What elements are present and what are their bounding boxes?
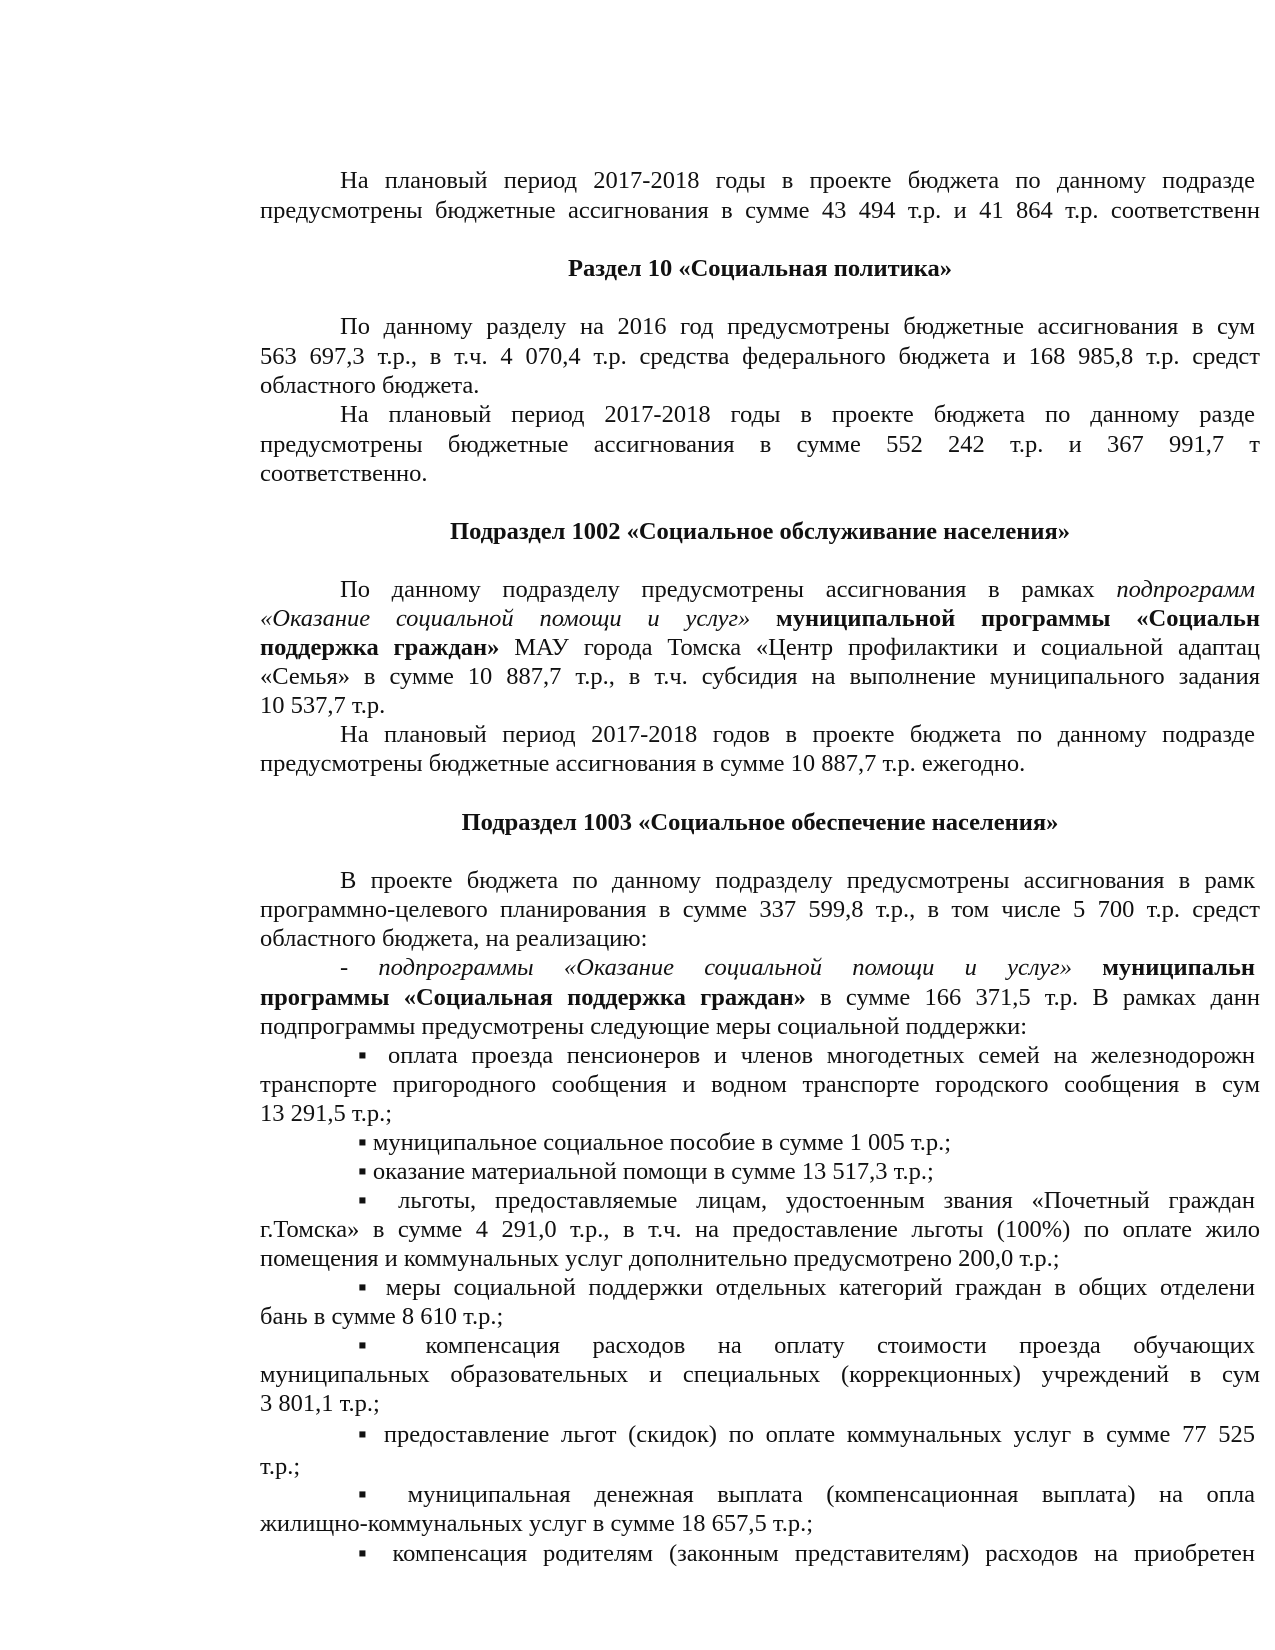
paragraph-line: областного бюджета, на реализацию:: [260, 925, 648, 952]
text-run: По данному подразделу предусмотрены ассигнования в рамках: [340, 576, 1117, 603]
paragraph-line: На плановый период 2017-2018 годы в проекте бюджета по данному разде: [340, 401, 1255, 428]
paragraph-line: подпрограммы предусмотрены следующие меры социальной поддержки:: [260, 1013, 1028, 1040]
bullet-line: ▪ предоставление льгот (скидок) по оплате коммунальных услуг в сумме 77 525: [358, 1420, 1255, 1450]
paragraph-line: т.р.;: [260, 1453, 301, 1480]
subsection-heading: Подраздел 1003 «Социальное обеспечение населения»: [461, 809, 1059, 836]
paragraph-line: бань в сумме 8 610 т.р.;: [260, 1303, 504, 1330]
text-run: в сумме 166 371,5 т.р. В рамках данн: [805, 984, 1261, 1011]
paragraph-line: предусмотрены бюджетные ассигнования в сумме 10 887,7 т.р. ежегодно.: [260, 750, 1026, 777]
paragraph-line: транспорте пригородного сообщения и водном транспорте городского сообщения в сум: [260, 1071, 1260, 1098]
italic-run: подпрограммы «Оказание социальной помощи и услуг»: [378, 954, 1072, 981]
italic-run: «Оказание социальной помощи и услуг»: [260, 605, 751, 632]
italic-run: подпрограмм: [1116, 576, 1255, 603]
bullet-line: ▪ льготы, предоставляемые лицам, удостоенным звания «Почетный граждан: [358, 1186, 1255, 1216]
bullet-line: ▪ муниципальная денежная выплата (компенсационная выплата) на опла: [358, 1480, 1255, 1510]
subsection-heading: Подраздел 1002 «Социальное обслуживание населения»: [450, 518, 1070, 545]
paragraph-line: г.Томска» в сумме 4 291,0 т.р., в т.ч. на предоставление льготы (100%) по оплате жило: [260, 1216, 1260, 1243]
bold-run: муниципальн: [1071, 954, 1255, 981]
paragraph-line: предусмотрены бюджетные ассигнования в сумме 43 494 т.р. и 41 864 т.р. соответственн: [260, 197, 1260, 224]
paragraph-line: На плановый период 2017-2018 годы в проекте бюджета по данному подразде: [340, 167, 1255, 194]
bullet-line: ▪ муниципальное социальное пособие в сумме 1 005 т.р.;: [358, 1128, 951, 1158]
bullet-line: ▪ компенсация родителям (законным представителям) расходов на приобретен: [358, 1539, 1255, 1569]
paragraph-line: [260, 604, 1260, 634]
paragraph-line: [340, 575, 1255, 605]
paragraph-line: 563 697,3 т.р., в т.ч. 4 070,4 т.р. средства федерального бюджета и 168 985,8 т.р. средст: [260, 343, 1260, 370]
paragraph-line: [260, 633, 1260, 663]
paragraph-line: областного бюджета.: [260, 372, 480, 399]
paragraph-line: 3 801,1 т.р.;: [260, 1390, 380, 1417]
paragraph-line: 10 537,7 т.р.: [260, 692, 386, 719]
paragraph-line: муниципальных образовательных и специальных (коррекционных) учреждений в сум: [260, 1361, 1260, 1388]
bold-run: программы «Социальная поддержка граждан»: [260, 984, 806, 1011]
text-run: МАУ города Томска «Центр профилактики и социальной адаптац: [499, 634, 1261, 661]
bullet-line: ▪ меры социальной поддержки отдельных категорий граждан в общих отделени: [358, 1273, 1255, 1303]
text-run: -: [340, 954, 379, 981]
paragraph-line: 13 291,5 т.р.;: [260, 1100, 393, 1127]
bullet-line: ▪ оплата проезда пенсионеров и членов многодетных семей на железнодорожн: [358, 1041, 1255, 1071]
paragraph-line: предусмотрены бюджетные ассигнования в сумме 552 242 т.р. и 367 991,7 т: [260, 431, 1260, 458]
section-heading: Раздел 10 «Социальная политика»: [567, 255, 953, 282]
paragraph-line: «Семья» в сумме 10 887,7 т.р., в т.ч. субсидия на выполнение муниципального задания: [260, 663, 1260, 690]
paragraph-line: [260, 983, 1260, 1013]
paragraph-line: программно-целевого планирования в сумме 337 599,8 т.р., в том числе 5 700 т.р. средст: [260, 896, 1260, 923]
paragraph-line: помещения и коммунальных услуг дополнительно предусмотрено 200,0 т.р.;: [260, 1245, 1060, 1272]
bullet-line: ▪ компенсация расходов на оплату стоимости проезда обучающих: [358, 1331, 1255, 1361]
paragraph-line: По данному разделу на 2016 год предусмотрены бюджетные ассигнования в сум: [340, 313, 1255, 340]
paragraph-line: На плановый период 2017-2018 годов в проекте бюджета по данному подразде: [340, 721, 1255, 748]
bullet-line: ▪ оказание материальной помощи в сумме 13 517,3 т.р.;: [358, 1157, 934, 1187]
bold-run: поддержка граждан»: [260, 634, 500, 661]
bold-run: муниципальной программы «Социальн: [750, 605, 1260, 632]
paragraph-line: соответственно.: [260, 460, 428, 487]
paragraph-line: В проекте бюджета по данному подразделу предусмотрены ассигнования в рамк: [340, 867, 1255, 894]
paragraph-line: [340, 953, 1255, 983]
paragraph-line: жилищно-коммунальных услуг в сумме 18 657,5 т.р.;: [260, 1510, 814, 1537]
